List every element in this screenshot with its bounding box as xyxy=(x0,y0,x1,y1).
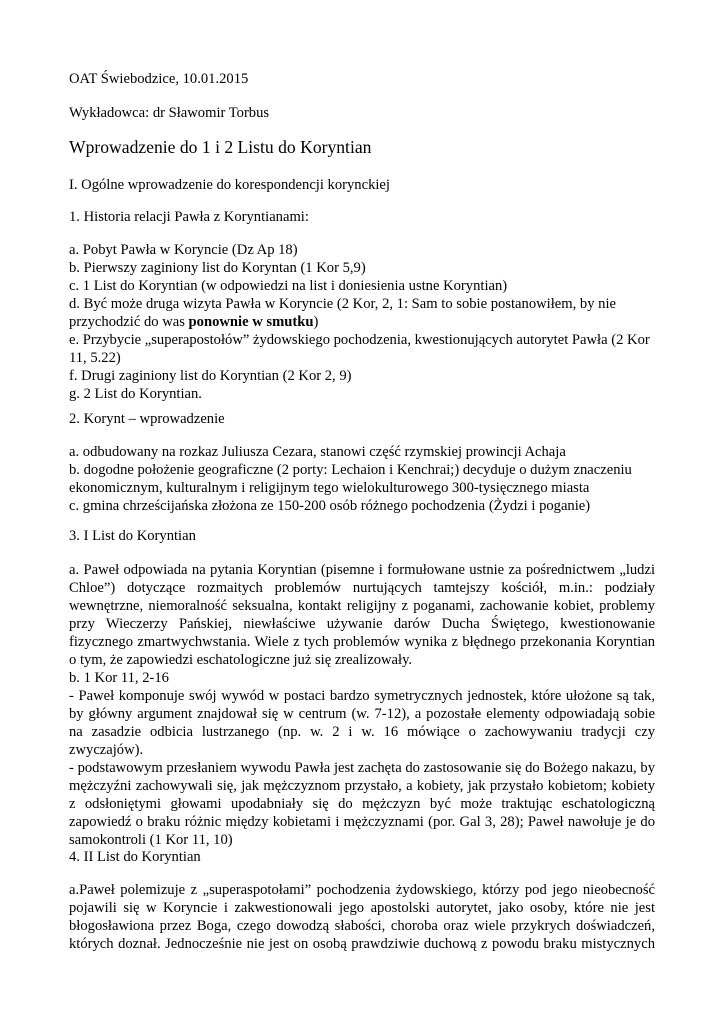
sub4-heading-block xyxy=(69,848,655,866)
list-item: d. Być może druga wizyta Pawła w Koryncie (2 Kor, 2, 1: Sam to sobie postanowiłem, by nie xyxy=(69,296,616,312)
paragraph-line: przy Wieczerzy Pańskiej, niewłaściwe używanie darów Ducha Świętego, kwestionowanie xyxy=(69,616,655,632)
list-item: g. 2 List do Koryntian. xyxy=(69,386,202,402)
document-title-block xyxy=(69,136,655,158)
emphasis-text: ponownie w smutku xyxy=(188,314,314,330)
section1-heading: I. Ogólne wprowadzenie do korespondencji korynckiej xyxy=(69,177,390,193)
paragraph-line: samokontroli (1 Kor 11, 10) xyxy=(69,832,233,848)
paragraph-line: o tym, że zapowiedzi eschatologiczne już się zrealizowały. xyxy=(69,652,413,668)
list-item-text: przychodzić do was xyxy=(69,314,189,330)
list-item: b. Pierwszy zaginiony list do Koryntan (1 Kor 5,9) xyxy=(69,260,366,276)
paragraph-line: a. Paweł odpowiada na pytania Koryntian (pisemne i formułowane ustnie za pośrednictwem „ludzi xyxy=(69,562,655,578)
sub1-list xyxy=(69,241,655,403)
subheading-b: b. 1 Kor 11, 2-16 xyxy=(69,670,169,686)
paragraph-line: na zasadzie odbicia lustrzanego (np. w. 2 i w. 16 mówiące o zachowywaniu tradycji czy xyxy=(69,724,655,740)
paragraph-line: a.Paweł polemizuje z „superaspotołami” pochodzenia żydowskiego, którzy pod jego nieobecność xyxy=(69,882,655,898)
paragraph-line: z odsłoniętymi głowami upodabniały się do mężczyzn być może traktując eschatologiczną xyxy=(69,796,655,812)
sub3-paragraph-a xyxy=(69,561,655,849)
sub4-heading: 4. II List do Koryntian xyxy=(69,849,201,865)
list-item-continuation: 11, 5.22) xyxy=(69,350,121,366)
list-item-text: ) xyxy=(313,314,319,330)
paragraph-line: zapowiedź o braku różnic między kobietami i mężczyznami (por. Gal 3, 28); Paweł nawołuje je do xyxy=(69,814,655,830)
paragraph-line: fizycznego zmartwychwstania. Wiele z tych problemów wynika z błędnego przekonania Koryntian xyxy=(69,634,655,650)
sub2-heading-block xyxy=(69,410,655,428)
lecturer-line xyxy=(69,104,655,122)
lecturer: Wykładowca: dr Sławomir Torbus xyxy=(69,105,270,121)
paragraph-line: - Paweł komponuje swój wywód w postaci bardzo symetrycznych jednostek, które ułożone są tak, xyxy=(69,688,655,704)
sub1-heading: 1. Historia relacji Pawła z Koryntianami: xyxy=(69,209,309,225)
paragraph-line: - podstawowym przesłaniem wywodu Pawła jest zachęta do zastosowanie się do Bożego nakazu, by xyxy=(69,760,655,776)
list-item: e. Przybycie „superapostołów” żydowskiego pochodzenia, kwestionujących autorytet Pawła (2 Kor xyxy=(69,332,650,348)
paragraph-line: Chloe”) dotyczące rozmaitych problemów nurtujących tamtejszy kościół, m.in.: podziały xyxy=(69,580,655,596)
document-title: Wprowadzenie do 1 i 2 Listu do Koryntian xyxy=(69,137,372,157)
list-item: a. odbudowany na rozkaz Juliusza Cezara, stanowi część rzymskiej prowincji Achaja xyxy=(69,444,566,460)
place-date-line xyxy=(69,70,655,88)
place-date: OAT Świebodzice, 10.01.2015 xyxy=(69,71,249,87)
paragraph-line: mężczyźni zachowywali się, jak mężczyznom przystało, a kobiety, jak przystało kobietom; kobiety xyxy=(69,778,655,794)
list-item: a. Pobyt Pawła w Koryncie (Dz Ap 18) xyxy=(69,242,298,258)
sub3-heading: 3. I List do Koryntian xyxy=(69,528,196,544)
section1-heading-block xyxy=(69,176,655,194)
sub4-paragraph-a xyxy=(69,881,655,953)
paragraph-line: pojawili się w Koryncie i zakwestionowali jego apostolski autorytet, jako osoby, które nie jest xyxy=(69,900,655,916)
paragraph-line: błogosławiona przez Boga, czego dowodzą słabości, choroba oraz wiele przykrych doświadczeń, xyxy=(69,918,655,934)
paragraph-line: by główny argument znajdował się w centrum (w. 7-12), a pozostałe elementy odpowiadają sobie xyxy=(69,706,655,722)
list-item: b. dogodne położenie geograficzne (2 porty: Lechaion i Kenchrai;) decyduje o dużym znaczeniu xyxy=(69,462,632,478)
list-item: f. Drugi zaginiony list do Koryntian (2 Kor 2, 9) xyxy=(69,368,352,384)
sub3-heading-block xyxy=(69,527,655,545)
list-item-continuation xyxy=(69,313,655,331)
sub2-list xyxy=(69,443,655,515)
list-item: c. gmina chrześcijańska złożona ze 150-200 osób różnego pochodzenia (Żydzi i poganie) xyxy=(69,498,591,514)
paragraph-line: wewnętrzne, niemoralność seksualna, kontakt religijny z poganami, zachowanie kobiet, problemy xyxy=(69,598,655,614)
sub2-heading: 2. Korynt – wprowadzenie xyxy=(69,411,225,427)
sub1-heading-block xyxy=(69,208,655,226)
list-item: c. 1 List do Koryntian (w odpowiedzi na list i doniesienia ustne Koryntian) xyxy=(69,278,508,294)
list-item-continuation: ekonomicznym, kulturalnym i religijnym tego wielokulturowego 300-tysięcznego miasta xyxy=(69,480,590,496)
paragraph-line: których doznał. Jednocześnie nie jest on osobą prawdziwie duchową z powodu braku mistycznych xyxy=(69,936,655,952)
paragraph-line: zwyczajów). xyxy=(69,742,144,758)
